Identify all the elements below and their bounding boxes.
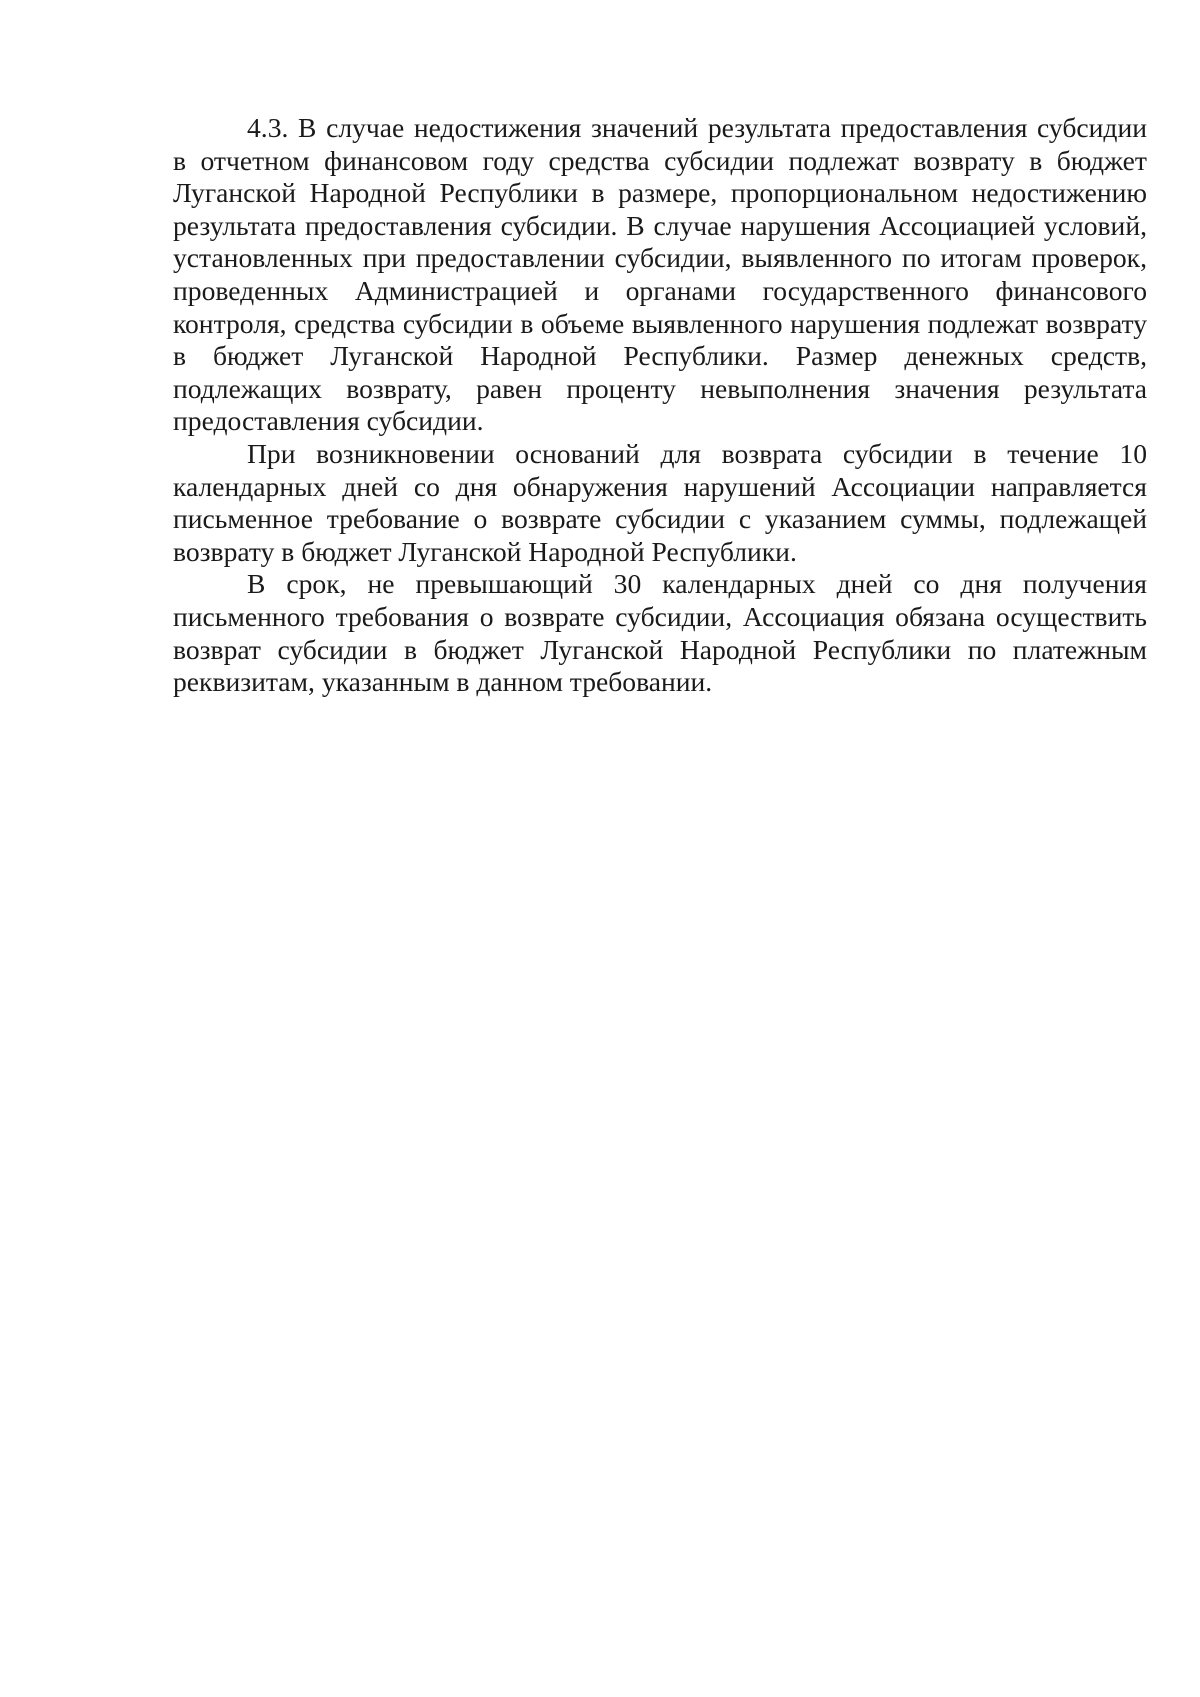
paragraph-return-deadline: В срок, не превышающий 30 календарных дней со дня получения письменного требования о возврате субсидии, Ассоциация обязана осуществить возврат субсидии в бюджет Луганской Народной Республики по платежным реквизитам, указанным в данном требовании.: [173, 568, 1147, 698]
document-body: [173, 112, 1147, 699]
paragraph-4-3: 4.3. В случае недостижения значений результата предоставления субсидии в отчетном финансовом году средства субсидии подлежат возврату в бюджет Луганской Народной Республики в размере, пропорциональном недостижению результата предоставления субсидии. В случае нарушения Ассоциацией условий, установленных при предоставлении субсидии, выявленного по итогам проверок, проведенных Администрацией и органами государственного финансового контроля, средства субсидии в объеме выявленного нарушения подлежат возврату в бюджет Луганской Народной Республики. Размер денежных средств, подлежащих возврату, равен проценту невыполнения значения результата предоставления субсидии.: [173, 112, 1147, 437]
paragraph-return-grounds: При возникновении оснований для возврата субсидии в течение 10 календарных дней со дня обнаружения нарушений Ассоциации направляется письменное требование о возврате субсидии с указанием суммы, подлежащей возврату в бюджет Луганской Народной Республики.: [173, 437, 1147, 567]
